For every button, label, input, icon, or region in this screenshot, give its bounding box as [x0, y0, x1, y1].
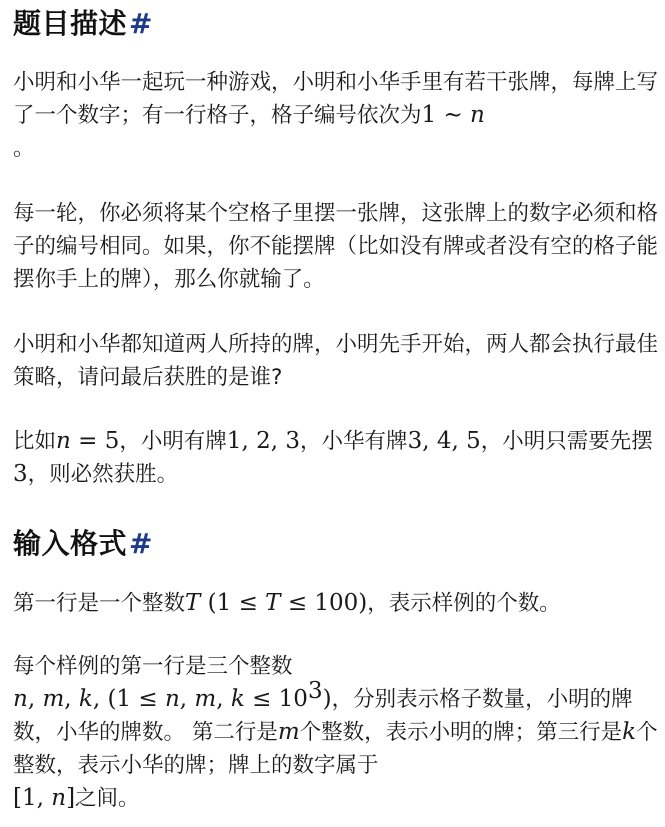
math-text: (1 ≤	[200, 590, 266, 616]
math-variable: n	[164, 686, 180, 712]
math-text: ,	[179, 686, 195, 712]
heading-text: 输入格式	[13, 527, 128, 560]
paragraph-text: ，分别表示格子数量，小明的牌数，小华的牌数。 第二行是	[13, 687, 633, 745]
math-variable: m	[194, 686, 217, 712]
math-text: 1 ∼	[421, 102, 471, 128]
math-text: 3, 4, 5	[407, 428, 481, 454]
math-variable: k	[78, 686, 93, 712]
math-text: )	[322, 686, 332, 712]
math-variable: T	[265, 590, 281, 616]
paragraph-text: 个整数，表示小华的牌；牌上的数字属于	[13, 720, 658, 778]
paragraph-text: ，表示样例的个数。	[367, 591, 561, 616]
math-variable: n	[56, 428, 71, 454]
math-text: , (1 ≤	[92, 686, 165, 712]
paragraph-text: ，小华有牌	[300, 429, 408, 454]
paragraph-text: ，小明只需要先摆	[480, 429, 653, 454]
math-text: 1, 2, 3	[226, 428, 301, 454]
math-text: ]	[66, 785, 76, 811]
heading-anchor-link[interactable]: #	[129, 527, 153, 560]
section-heading-input-format	[13, 524, 153, 564]
heading-text: 题目描述	[13, 7, 128, 40]
section-heading-description	[13, 4, 153, 44]
paragraph-text: ，则必然获胜。	[27, 462, 179, 487]
paragraph-text: 小明和小华一起玩一种游戏，小明和小华手里有若干张牌，每牌上写了一个数字；有一行格子，格子编号依次为	[13, 70, 659, 128]
math-variable: n	[13, 686, 28, 712]
input-paragraph-2	[13, 650, 658, 815]
math-text: = 5	[70, 428, 120, 454]
math-text: ≤ 100)	[280, 590, 368, 616]
paragraph-text: 个整数，表示小明的牌；第三行是	[299, 720, 623, 745]
math-text: [1,	[13, 785, 52, 811]
paragraph-text: 之间。	[75, 786, 140, 811]
description-paragraph-4	[13, 425, 658, 491]
input-paragraph-1	[13, 587, 658, 620]
math-variable: k	[622, 719, 637, 745]
math-text: ,	[27, 686, 43, 712]
math-variable: n	[470, 102, 485, 128]
math-variable: n	[51, 785, 67, 811]
paragraph-text: 第一行是一个整数	[13, 591, 186, 616]
paragraph-text: ，小明有牌	[119, 429, 227, 454]
math-exponent: 3	[307, 677, 323, 704]
math-text: ,	[64, 686, 79, 712]
math-text: ,	[216, 686, 231, 712]
heading-anchor-link[interactable]: #	[129, 7, 153, 40]
math-variable: m	[277, 719, 300, 745]
paragraph-text: 比如	[13, 429, 57, 454]
paragraph-text: 。	[13, 136, 35, 161]
math-text: ≤ 10	[244, 686, 308, 712]
description-paragraph-2: 每一轮，你必须将某个空格子里摆一张牌，这张牌上的数字必须和格子的编号相同。如果，你不能摆牌（比如没有牌或者没有空的格子能摆你手上的牌），那么你就输了。	[13, 201, 659, 292]
description-paragraph-1	[13, 66, 658, 165]
description-paragraph-3: 小明和小华都知道两人所持的牌，小明先手开始，两人都会执行最佳策略，请问最后获胜的是谁?	[13, 332, 659, 390]
paragraph-text: 每个样例的第一行是三个整数	[13, 654, 293, 679]
math-variable: m	[42, 686, 65, 712]
math-variable: k	[230, 686, 245, 712]
math-text: 3	[13, 461, 28, 487]
math-variable: T	[185, 590, 201, 616]
